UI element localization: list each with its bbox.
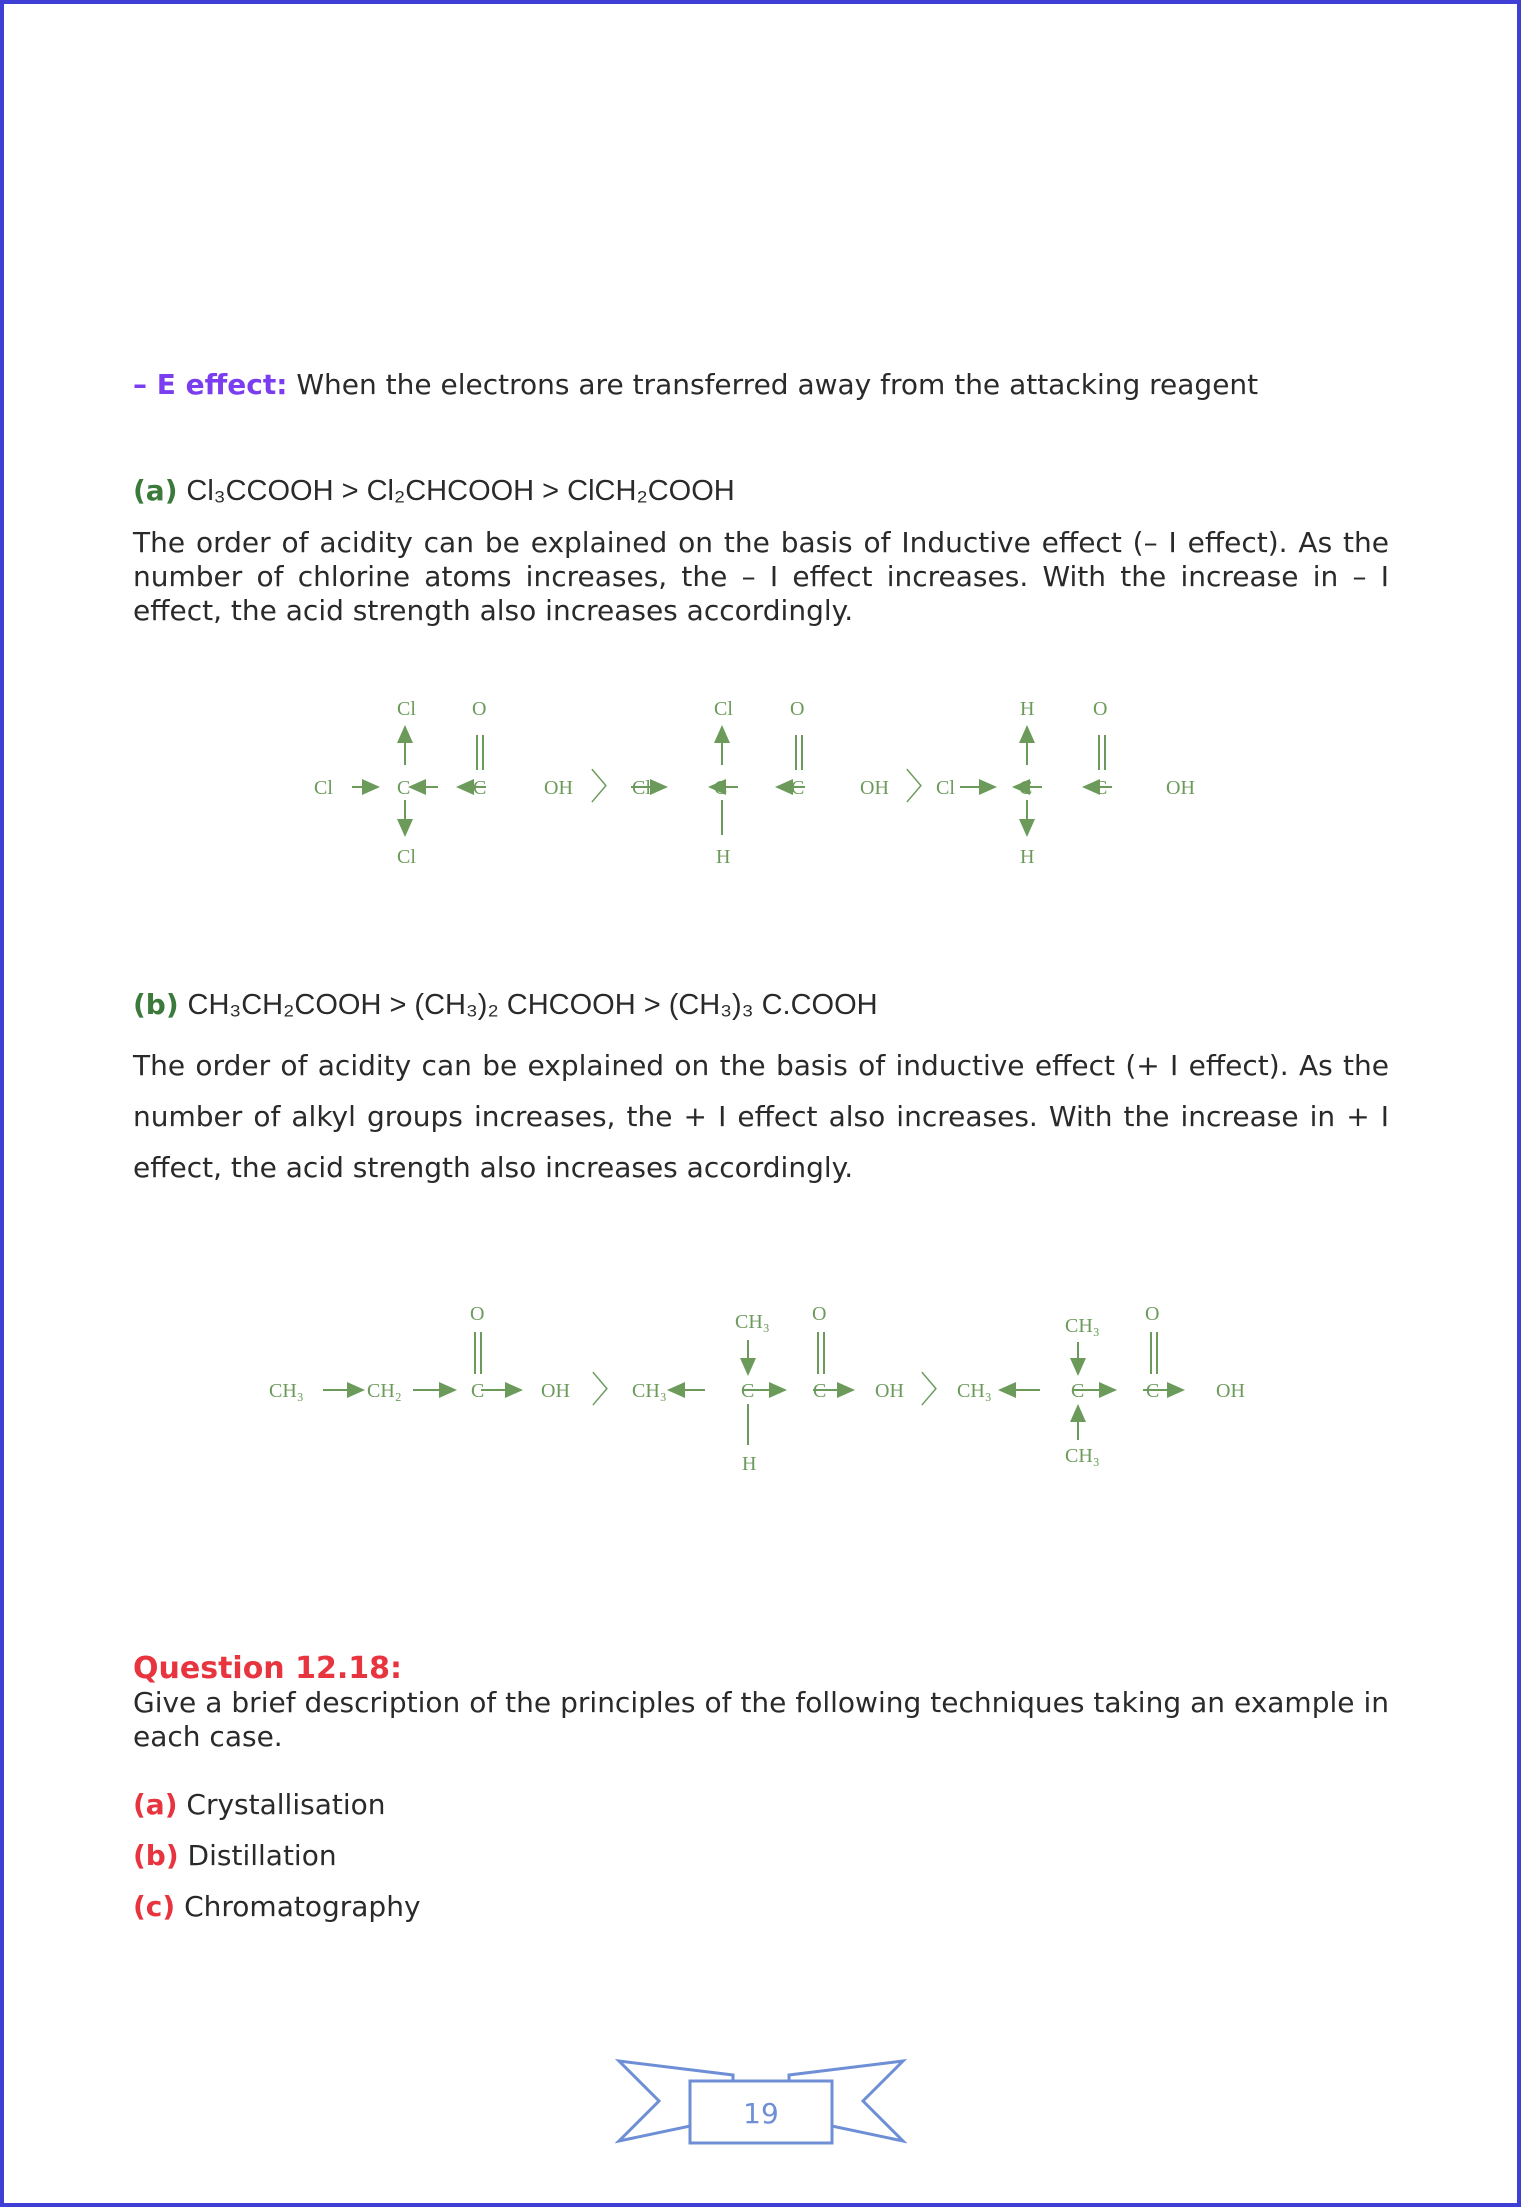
- atom-h: H: [716, 846, 731, 868]
- atom-cl: Cl: [936, 777, 955, 799]
- e-effect-paragraph: [133, 368, 1389, 402]
- atom-cl: Cl: [714, 698, 733, 720]
- greater-than: 〉: [920, 1370, 957, 1410]
- part-a-heading: [133, 474, 1389, 508]
- atom-o: O: [470, 1303, 485, 1325]
- atom-cl: Cl: [314, 777, 333, 799]
- group-ch2: CH₂: [367, 1380, 402, 1402]
- group-ch3: CH₃: [957, 1380, 992, 1402]
- atom-o: O: [812, 1303, 827, 1325]
- question-number: Question 12.18:: [133, 1651, 402, 1686]
- atom-c: C: [1146, 1380, 1160, 1402]
- e-effect-text: When the electrons are transferred away from the attacking reagent: [296, 368, 1259, 401]
- item-text: Crystallisation: [186, 1788, 386, 1821]
- group-ch3: CH₃: [269, 1380, 304, 1402]
- item-label: (a): [133, 1788, 178, 1821]
- atom-c: C: [1094, 777, 1108, 799]
- part-b-label: (b): [133, 988, 179, 1021]
- item-text: Distillation: [187, 1839, 337, 1872]
- item-label: (b): [133, 1839, 179, 1872]
- atom-c: C: [791, 777, 805, 799]
- greater-than: 〉: [590, 767, 627, 807]
- e-effect-label: – E effect:: [133, 368, 288, 401]
- page-number-ribbon: [615, 2055, 907, 2165]
- question-title: [133, 1652, 1389, 1686]
- atom-o: O: [1145, 1303, 1160, 1325]
- acidity-diagram-a: [300, 685, 1220, 885]
- atom-c: C: [1071, 1380, 1085, 1402]
- part-b-formula: CH₃CH₂COOH > (CH₃)₂ CHCOOH > (CH₃)₃ C.COOH: [187, 989, 878, 1021]
- group-ch3: CH₃: [1065, 1315, 1100, 1337]
- atom-o: O: [1093, 698, 1108, 720]
- atom-o: O: [790, 698, 805, 720]
- atom-h: H: [1020, 846, 1035, 868]
- item-label: (c): [133, 1890, 176, 1923]
- atom-c: C: [1019, 777, 1033, 799]
- atom-cl: Cl: [632, 777, 651, 799]
- atom-oh: OH: [544, 777, 573, 799]
- atom-h: H: [1020, 698, 1035, 720]
- page-number: 19: [743, 2097, 779, 2130]
- atom-c: C: [714, 777, 728, 799]
- part-b-explanation: The order of acidity can be explained on the basis of inductive effect (+ I effect). As the number of alkyl groups increases, the + I effect also increases. With the increase in + I effect, the acid strength also increases accordingly.: [133, 1049, 1389, 1184]
- atom-c: C: [741, 1380, 755, 1402]
- greater-than: 〉: [591, 1370, 628, 1410]
- atom-oh: OH: [541, 1380, 570, 1402]
- atom-o: O: [472, 698, 487, 720]
- group-ch3: CH₃: [1065, 1445, 1100, 1467]
- question-item: [133, 1788, 1389, 1822]
- atom-oh: OH: [1216, 1380, 1245, 1402]
- atom-oh: OH: [860, 777, 889, 799]
- acidity-diagram-b: [265, 1290, 1265, 1480]
- atom-oh: OH: [875, 1380, 904, 1402]
- atom-c: C: [397, 777, 411, 799]
- atom-c: C: [473, 777, 487, 799]
- item-text: Chromatography: [184, 1890, 421, 1923]
- group-ch3: CH₃: [735, 1311, 770, 1333]
- atom-cl: Cl: [397, 846, 416, 868]
- part-a-explanation: The order of acidity can be explained on the basis of Inductive effect (– I effect). As the number of chlorine atoms increases, the – I effect increases. With the increase in – I effect, the acid strength also increases accordingly.: [133, 526, 1389, 627]
- atom-c: C: [471, 1380, 485, 1402]
- atom-h: H: [742, 1453, 757, 1475]
- greater-than: 〉: [905, 767, 942, 807]
- group-ch3: CH₃: [632, 1380, 667, 1402]
- question-text: Give a brief description of the principles of the following techniques taking an example in each case.: [133, 1686, 1389, 1753]
- question-item: [133, 1890, 1389, 1924]
- atom-oh: OH: [1166, 777, 1195, 799]
- question-item: [133, 1839, 1389, 1873]
- part-a-label: (a): [133, 474, 178, 507]
- part-a-formula: Cl₃CCOOH > Cl₂CHCOOH > ClCH₂COOH: [186, 475, 735, 507]
- atom-c: C: [813, 1380, 827, 1402]
- atom-cl: Cl: [397, 698, 416, 720]
- part-b-heading: [133, 988, 1389, 1022]
